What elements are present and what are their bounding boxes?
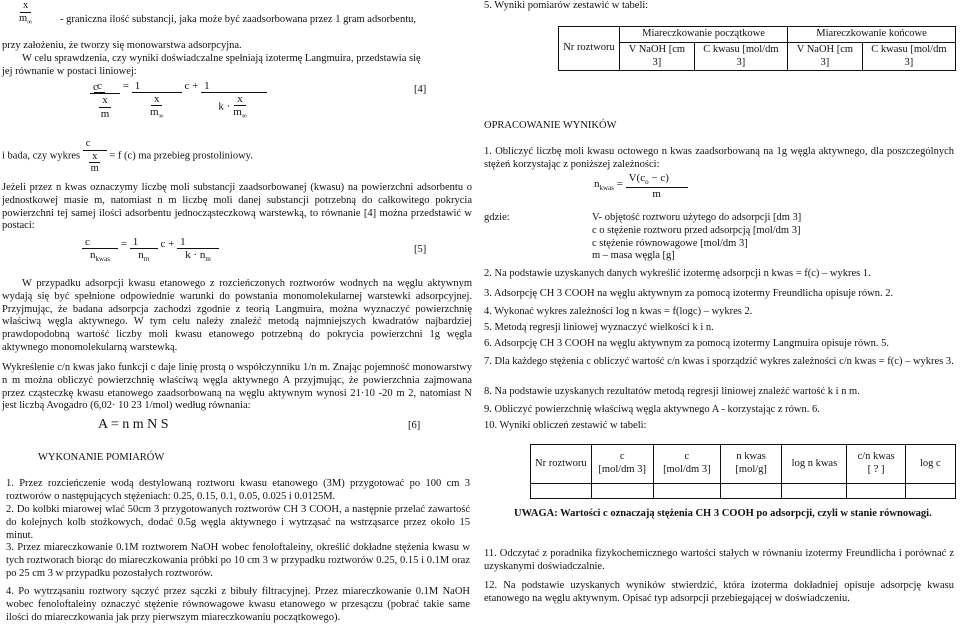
table1-group-initial: Miareczkowanie początkowe bbox=[620, 27, 788, 43]
results-table-1 bbox=[558, 26, 956, 71]
uwaga-note: UWAGA: Wartości c oznaczają stężenia CH 3 COOH po adsorpcji, czyli w stanie równowagi. bbox=[514, 508, 932, 519]
result-item-6: 6. Adsorpcję CH 3 COOH na węglu aktywnym za pomocą izotermy Langmuira opisuje równ. 5. bbox=[484, 338, 890, 349]
table1-sub-ckwasu-1: C kwasu [mol/dm 3] bbox=[694, 42, 787, 71]
result-item-4: 4. Wykonać wykres zależności log n kwas = f(logc) – wykres 2. bbox=[484, 306, 753, 317]
equation-5: $\frac{c}{n_{kwas}}$ = $\frac{1}{n_m}$ c + $\frac{1}{k \cdot n_m}$ bbox=[82, 236, 219, 264]
paragraph-plot-check: i bada, czy wykres $\frac{c}{\frac{x}{m}}$ = f (c) ma przebieg prostoliniowy. bbox=[2, 138, 253, 175]
equation-4: c bbox=[94, 80, 105, 105]
table2-col-logc: log c bbox=[905, 445, 955, 484]
variable-definitions: V- objętość roztworu użytego do adsorpcji [dm 3] c o stężenie roztworu przed adsorpcją [mol/dm 3] c stężenie równowagowe [mol/dm 3] m – masa węgla [g] bbox=[592, 212, 802, 262]
x-over-m-infinity-fraction: $\frac{x}{m_\infty}$ bbox=[19, 0, 33, 26]
step-4: 4. Po wytrząsaniu roztwory sączyć przez sączki z bibuły filtracyjnej. Przez miareczkowanie 0.1M NaOH wobec fenoloftaleiny oznaczyć stężenie równowagowe kwasu etanowego w przesączu (pobrać takie same ilości do miareczkowania jak przy pierwszym miareczkowaniu początkowego). bbox=[6, 586, 470, 623]
result-item-5: 5. Metodą regresji liniowej wyznaczyć wielkości k i n. bbox=[484, 322, 714, 333]
result-item-7: 7. Dla każdego stężenia c obliczyć wartość c/n kwas i sporządzić wykres zależności c/n kwas = f(c) – wykres 3. bbox=[484, 356, 954, 367]
table2-col-c: c [mol/dm 3] bbox=[653, 445, 720, 484]
result-item-9: 9. Obliczyć powierzchnię właściwą węgla aktywnego A - korzystając z równ. 6. bbox=[484, 404, 820, 415]
equation-5-label: [5] bbox=[414, 244, 427, 255]
equation-6: A = n m N S bbox=[98, 417, 169, 432]
table1-sub-vnaoh-2: V NaOH [cm 3] bbox=[787, 42, 862, 71]
table1-col-nr: Nr roztworu bbox=[559, 27, 620, 71]
section-title-results: OPRACOWANIE WYNIKÓW bbox=[484, 120, 617, 131]
result-item-12: 12. Na podstawie uzyskanych wyników stwierdzić, która izoterma dokładniej opisuje adsorpcję kwasu etanowego na węglu aktywnym. Opisać typ adsorpcji przebiegającej w doświadczeniu. bbox=[484, 580, 954, 604]
table1-sub-vnaoh-1: V NaOH [cm 3] bbox=[620, 42, 695, 71]
gdzie-label: gdzie: bbox=[484, 212, 510, 223]
table2-col-log-nkwas: log n kwas bbox=[782, 445, 847, 484]
result-item-1: 1. Obliczyć liczbę moli kwasu octowego n kwas zaadsorbowaną na 1g węgla aktywnego, dla poszczególnych stężeń korzystając z poniższej zależności: bbox=[484, 146, 954, 170]
table2-col-nr: Nr roztworu bbox=[531, 445, 592, 484]
table1-group-final: Miareczkowanie końcowe bbox=[787, 27, 955, 43]
table2-col-c-over-nkwas: c/n kwas [ ? ] bbox=[847, 445, 905, 484]
result-item-11: 11. Odczytać z poradnika fizykochemicznego wartości stałych w równaniu izotermy Freundlicha i porównać z uzyskanymi doświadczalnie. bbox=[484, 548, 954, 572]
item-5-heading: 5. Wyniki pomiarów zestawić w tabeli: bbox=[484, 0, 649, 11]
result-item-2: 2. Na podstawie uzyskanych danych wykreślić izotermę adsorpcji n kwas = f(c) – wykres 1. bbox=[484, 268, 871, 279]
results-table-2 bbox=[530, 444, 956, 499]
section-title-measurements: WYKONANIE POMIARÓW bbox=[38, 452, 165, 463]
step-3: 3. Przez miareczkowanie 0.1M roztworem NaOH wobec fenoloftaleiny, określić dokładne stężenia kwasu w tych roztworach biorąc do miareczkowania próbki po 10 cm 3 w przypadku roztworów 0.25, 0.15 i 0.1M oraz po 25 cm 3 w przypadku pozostałych roztworów. bbox=[6, 542, 470, 579]
step-1: 1. Przez rozcieńczenie wodą destylowaną roztworu kwasu etanowego (3M) przygotować po 100 cm 3 roztworów o następujących stężeniach: 0.25, 0.15, 0.1, 0.05, 0.025 i 0.0125M. bbox=[6, 478, 470, 502]
paragraph-monolayer: przy założeniu, że tworzy się monowarstwa adsorpcyjna. W celu sprawdzenia, czy wyniki doświadczalne spełniają izotermę Langmuira, przedstawia się jej równanie w postaci liniowej: bbox=[2, 40, 421, 77]
equation-6-label: [6] bbox=[408, 420, 421, 431]
top-definition-text: - graniczna ilość substancji, jaka może być zaadsorbowana przez 1 gram adsorbentu, bbox=[60, 14, 416, 25]
result-item-8: 8. Na podstawie uzyskanych rezultatów metodą regresji liniowej znaleźć wartość k i n m. bbox=[484, 386, 860, 397]
result-item-3: 3. Adsorpcję CH 3 COOH na węglu aktywnym za pomocą izotermy Freundlicha opisuje równ. 2. bbox=[484, 288, 894, 299]
table2-col-co: c [mol/dm 3] bbox=[591, 445, 653, 484]
table1-sub-ckwasu-2: C kwasu [mol/dm 3] bbox=[862, 42, 955, 71]
paragraph-surface-area: Wykreślenie c/n kwas jako funkcji c daje linię prostą o współczynniku 1/n m. Znając pojemność monowarstwy n m można obliczyć powierzchnię właściwą węgla aktywnego A przyjmując, że powierzchnia zajmowana przez cząsteczkę kwasu etanowego zaadsorbowaną na węglu aktywnym wynosi 21·10 -20 m 2, natomiast N jest liczbą Avogadro (6,02· 10 23 1/mol) według równania: bbox=[2, 362, 472, 412]
equation-4-label: [4] bbox=[414, 84, 427, 95]
step-2: 2. Do kolbki miarowej wlać 50cm 3 przygotowanych roztworów CH 3 COOH, a następnie przelać zawartość do kolejnych kolb stożkowych, dodać 0.5g węgla aktywnego i wytrząsać na wstrząsarce przez około 15 minut. bbox=[6, 504, 470, 541]
result-item-10: 10. Wyniki obliczeń zestawić w tabeli: bbox=[484, 420, 647, 431]
table2-col-nkwas: n kwas [mol/g] bbox=[720, 445, 781, 484]
paragraph-nkwas-definition: Jeżeli przez n kwas oznaczymy liczbę moli substancji zaadsorbowanej (kwasu) na powierzchni adsorbentu o jednostkowej masie m, natomiast n m liczbę moli danej substancji potrzebną do całkowitego pokrycia powierzchni tej samej ilości adsorbentu jednocząsteczkową warstewką, to równanie [4] można przedstawić w postaci: bbox=[2, 182, 472, 232]
paragraph-acetic-adsorption: W przypadku adsorpcji kwasu etanowego z rozcieńczonych roztworów wodnych na węglu aktywnym wydają się być spełnione odpowiednie warunki do powstania monomolekularnej warstewki adsorpcyjnej. Przyjmując, że badana adsorpcja zachodzi zgodnie z teorią Langmuira, można wyznaczyć powierzchnię właściwą węgla aktywnego. W tym celu należy znaleźć metodą najmniejszych kwadratów najbardziej prawdopodobną wartość liczby moli kwasu etanowego potrzebną do pokrycia powierzchni 1g węgla aktywnego monomolekularną warstewką. bbox=[2, 278, 472, 353]
equation-nkwas: $n_{kwas}$ = $\frac{V(c_o - c)}{m}$ bbox=[594, 172, 688, 200]
equation-4-body: $\frac{c}{\frac{x}{m}}$ = $\frac{1}{\frac{x}{m_\infty}}$ c + 1 k · $\frac{x}{m_\infty}$ bbox=[90, 80, 267, 121]
